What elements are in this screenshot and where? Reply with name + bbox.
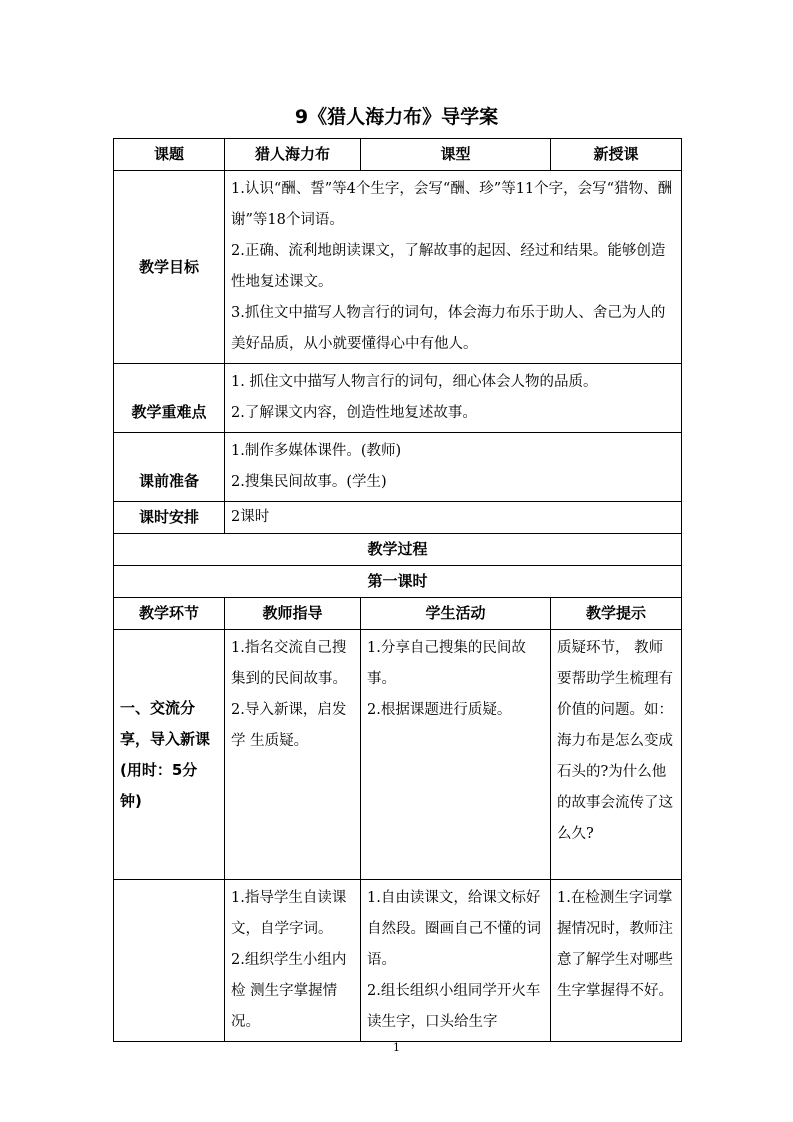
column-header-teacher: 教师指导 bbox=[225, 598, 361, 630]
preparation-content bbox=[225, 433, 682, 502]
key-points-label: 教学重难点 bbox=[114, 364, 225, 433]
lesson-plan-table bbox=[113, 138, 682, 1042]
type-label: 课型 bbox=[361, 139, 551, 171]
preparation-label: 课前准备 bbox=[114, 433, 225, 502]
goals-label: 教学目标 bbox=[114, 171, 225, 364]
lesson-heading: 第一课时 bbox=[114, 566, 682, 598]
student-cell bbox=[361, 880, 551, 1042]
key-points-content bbox=[225, 364, 682, 433]
student-cell bbox=[361, 630, 551, 880]
schedule-label: 课时安排 bbox=[114, 502, 225, 534]
process-heading: 教学过程 bbox=[114, 534, 682, 566]
column-header-stage: 教学环节 bbox=[114, 598, 225, 630]
column-header-tips: 教学提示 bbox=[551, 598, 682, 630]
teacher-cell bbox=[225, 630, 361, 880]
preparation-item: 1.制作多媒体课件。(教师) bbox=[231, 443, 402, 459]
tips-cell bbox=[551, 630, 682, 880]
column-header-student: 学生活动 bbox=[361, 598, 551, 630]
schedule-value: 2课时 bbox=[225, 502, 682, 534]
page-number: 1 bbox=[393, 1041, 400, 1054]
key-point-item: 2.了解课文内容，创造性地复述故事。 bbox=[231, 405, 477, 421]
tips-cell bbox=[551, 880, 682, 1042]
teacher-item: 2.导入新课，启发学 生质疑。 bbox=[231, 702, 347, 749]
tip-item: 质疑环节， 教师要帮助学生梳理有价值的问题。如：海力布是怎么变成石头的?为什么他的故事会流传了这么久? bbox=[557, 640, 673, 842]
goal-item: 3.抓住文中描写人物言行的词句，体会海力布乐于助人、舍己为人的美好品质，从小就要懂得心中有他人。 bbox=[231, 305, 666, 352]
teacher-item: 1.指导学生自读课文，自学字词。 bbox=[231, 890, 347, 937]
student-item: 1.自由读课文，给课文标好自然段。圈画自己不懂的词语。 bbox=[367, 890, 541, 968]
type-value: 新授课 bbox=[551, 139, 682, 171]
teacher-item: 2.组织学生小组内检 测生字掌握情况。 bbox=[231, 952, 347, 1030]
topic-label: 课题 bbox=[114, 139, 225, 171]
document-title: 9《猎人海力布》导学案 bbox=[294, 106, 499, 128]
stage-cell bbox=[114, 880, 225, 1042]
tip-item: 1.在检测生字词掌握情况时，教师注意了解学生对哪些生字掌握得不好。 bbox=[557, 890, 673, 999]
student-item: 2.组长组织小组同学开火车读生字，口头给生字 bbox=[367, 983, 541, 1030]
student-item: 1.分享自己搜集的民间故事。 bbox=[367, 640, 526, 687]
goal-item: 1.认识“酬、誓”等4个生字，会写“酬、珍”等11个字，会写“猎物、酬谢”等18个词语。 bbox=[231, 181, 673, 228]
topic-value: 猎人海力布 bbox=[225, 139, 361, 171]
goal-item: 2.正确、流利地朗读课文，了解故事的起因、经过和结果。能够创造性地复述课文。 bbox=[231, 243, 666, 290]
key-point-item: 1. 抓住文中描写人物言行的词句，细心体会人物的品质。 bbox=[231, 374, 598, 390]
teacher-cell bbox=[225, 880, 361, 1042]
stage-cell: 一、交流分享，导入新课(用时：5分钟) bbox=[114, 630, 225, 880]
teacher-item: 1.指名交流自己搜集到的民间故事。 bbox=[231, 640, 347, 687]
goals-content bbox=[225, 171, 682, 364]
preparation-item: 2.搜集民间故事。(学生) bbox=[231, 474, 387, 490]
student-item: 2.根据课题进行质疑。 bbox=[367, 702, 512, 718]
